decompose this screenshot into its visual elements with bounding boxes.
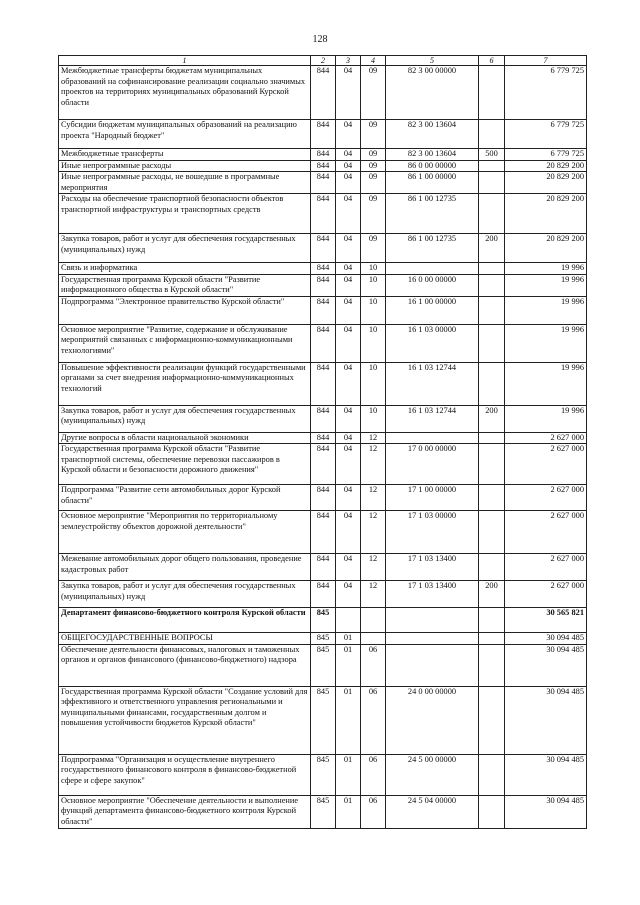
row-subsection-cell: 10 — [361, 274, 386, 296]
row-target-article-cell: 24 5 00 00000 — [386, 754, 479, 795]
row-amount-cell: 19 996 — [505, 274, 587, 296]
row-subsection-cell: 06 — [361, 754, 386, 795]
row-expense-type-cell — [479, 296, 505, 324]
table-row — [59, 234, 587, 263]
row-ministry-cell: 844 — [311, 149, 336, 161]
row-section-cell: 04 — [336, 160, 361, 172]
table-row — [59, 432, 587, 444]
row-subsection-cell: 09 — [361, 149, 386, 161]
table-row — [59, 581, 587, 608]
row-amount-cell: 6 779 725 — [505, 149, 587, 161]
row-section-cell: 04 — [336, 296, 361, 324]
table-row — [59, 795, 587, 828]
table-row — [59, 296, 587, 324]
row-amount-cell: 19 996 — [505, 324, 587, 362]
row-amount-cell: 2 627 000 — [505, 444, 587, 485]
row-ministry-cell: 845 — [311, 608, 336, 633]
row-name-cell: Другие вопросы в области национальной экономики — [59, 432, 311, 444]
row-name-cell: Межевание автомобильных дорог общего пользования, проведение кадастровых работ — [59, 554, 311, 581]
row-ministry-cell: 845 — [311, 686, 336, 754]
row-target-article-cell: 17 1 03 13400 — [386, 581, 479, 608]
row-amount-cell: 20 829 200 — [505, 234, 587, 263]
row-expense-type-cell: 200 — [479, 581, 505, 608]
table-body — [59, 66, 587, 829]
table-row — [59, 554, 587, 581]
row-ministry-cell: 844 — [311, 554, 336, 581]
row-expense-type-cell: 500 — [479, 149, 505, 161]
row-expense-type-cell — [479, 633, 505, 645]
row-expense-type-cell: 200 — [479, 234, 505, 263]
row-subsection-cell: 10 — [361, 263, 386, 275]
row-name-cell: Государственная программа Курской области "Создание условий для эффективного и ответственного управления региональными и муниципальными финансами, государственным долгом и повышения устойчивости бюджетов Курской области" — [59, 686, 311, 754]
row-section-cell: 04 — [336, 120, 361, 149]
row-ministry-cell: 845 — [311, 644, 336, 686]
table-row — [59, 66, 587, 120]
row-name-cell: Основное мероприятие "Развитие, содержание и обслуживание мероприятий связанных с информационно-коммуникационными технологиями" — [59, 324, 311, 362]
row-subsection-cell: 09 — [361, 172, 386, 194]
row-section-cell: 04 — [336, 324, 361, 362]
row-target-article-cell — [386, 608, 479, 633]
row-name-cell: Иные непрограммные расходы — [59, 160, 311, 172]
row-amount-cell: 30 094 485 — [505, 754, 587, 795]
row-subsection-cell: 12 — [361, 444, 386, 485]
row-section-cell: 04 — [336, 485, 361, 511]
row-target-article-cell: 16 1 03 12744 — [386, 362, 479, 405]
row-expense-type-cell — [479, 485, 505, 511]
row-ministry-cell: 844 — [311, 444, 336, 485]
table-row — [59, 511, 587, 554]
row-subsection-cell: 09 — [361, 234, 386, 263]
row-expense-type-cell — [479, 444, 505, 485]
row-amount-cell: 6 779 725 — [505, 120, 587, 149]
row-name-cell: Субсидии бюджетам муниципальных образований на реализацию проекта "Народный бюджет" — [59, 120, 311, 149]
row-section-cell: 01 — [336, 644, 361, 686]
row-amount-cell: 19 996 — [505, 263, 587, 275]
table-row — [59, 194, 587, 234]
row-target-article-cell: 16 0 00 00000 — [386, 274, 479, 296]
table-row — [59, 444, 587, 485]
row-subsection-cell: 06 — [361, 644, 386, 686]
row-name-cell: Подпрограмма "Развитие сети автомобильных дорог Курской области" — [59, 485, 311, 511]
row-amount-cell: 19 996 — [505, 362, 587, 405]
header-col-2: 2 — [311, 56, 336, 66]
row-target-article-cell: 86 1 00 00000 — [386, 172, 479, 194]
row-section-cell: 01 — [336, 686, 361, 754]
row-name-cell: Закупка товаров, работ и услуг для обеспечения государственных (муниципальных) нужд — [59, 234, 311, 263]
row-section-cell: 01 — [336, 633, 361, 645]
row-target-article-cell: 16 1 00 00000 — [386, 296, 479, 324]
row-name-cell: Основное мероприятие "Мероприятия по территориальному землеустройству объектов дорожной деятельности" — [59, 511, 311, 554]
row-ministry-cell: 844 — [311, 263, 336, 275]
page-number: 128 — [312, 34, 328, 45]
row-amount-cell: 20 829 200 — [505, 160, 587, 172]
row-ministry-cell: 844 — [311, 324, 336, 362]
row-expense-type-cell — [479, 644, 505, 686]
row-name-cell: Расходы на обеспечение транспортной безопасности объектов транспортной инфраструктуры и транспортных средств — [59, 194, 311, 234]
row-amount-cell: 30 094 485 — [505, 644, 587, 686]
row-ministry-cell: 844 — [311, 511, 336, 554]
row-subsection-cell: 06 — [361, 795, 386, 828]
row-expense-type-cell — [479, 324, 505, 362]
row-ministry-cell: 845 — [311, 754, 336, 795]
row-ministry-cell: 844 — [311, 172, 336, 194]
row-amount-cell: 2 627 000 — [505, 432, 587, 444]
table-row — [59, 324, 587, 362]
row-amount-cell: 6 779 725 — [505, 66, 587, 120]
row-target-article-cell — [386, 644, 479, 686]
row-target-article-cell: 17 1 03 00000 — [386, 511, 479, 554]
row-subsection-cell: 10 — [361, 405, 386, 432]
row-amount-cell: 2 627 000 — [505, 581, 587, 608]
row-expense-type-cell — [479, 362, 505, 405]
row-name-cell: Закупка товаров, работ и услуг для обеспечения государственных (муниципальных) нужд — [59, 405, 311, 432]
row-expense-type-cell — [479, 160, 505, 172]
table-row — [59, 160, 587, 172]
row-target-article-cell: 17 1 03 13400 — [386, 554, 479, 581]
row-amount-cell: 2 627 000 — [505, 511, 587, 554]
row-expense-type-cell — [479, 686, 505, 754]
row-subsection-cell: 09 — [361, 120, 386, 149]
row-expense-type-cell — [479, 263, 505, 275]
row-section-cell: 04 — [336, 234, 361, 263]
row-section-cell: 04 — [336, 405, 361, 432]
row-ministry-cell: 844 — [311, 274, 336, 296]
row-subsection-cell: 09 — [361, 66, 386, 120]
row-subsection-cell: 10 — [361, 362, 386, 405]
header-row — [59, 56, 587, 66]
row-expense-type-cell — [479, 274, 505, 296]
table-row — [59, 120, 587, 149]
row-name-cell: Обеспечение деятельности финансовых, налоговых и таможенных органов и органов финансового (финансово-бюджетного) надзора — [59, 644, 311, 686]
row-ministry-cell: 844 — [311, 120, 336, 149]
row-amount-cell: 30 094 485 — [505, 633, 587, 645]
table-row — [59, 485, 587, 511]
row-ministry-cell: 844 — [311, 362, 336, 405]
table-row — [59, 754, 587, 795]
row-expense-type-cell — [479, 554, 505, 581]
row-expense-type-cell — [479, 172, 505, 194]
row-section-cell: 04 — [336, 194, 361, 234]
row-section-cell: 04 — [336, 581, 361, 608]
row-name-cell: Основное мероприятие "Обеспечение деятельности и выполнение функций департамента финансово-бюджетного контроля Курской области" — [59, 795, 311, 828]
row-ministry-cell: 844 — [311, 296, 336, 324]
row-expense-type-cell — [479, 511, 505, 554]
row-ministry-cell: 844 — [311, 234, 336, 263]
header-col-7: 7 — [505, 56, 587, 66]
header-col-6: 6 — [479, 56, 505, 66]
table-row — [59, 172, 587, 194]
row-expense-type-cell — [479, 795, 505, 828]
row-expense-type-cell — [479, 432, 505, 444]
row-subsection-cell: 12 — [361, 554, 386, 581]
row-name-cell: Государственная программа Курской области "Развитие информационного общества в Курской области" — [59, 274, 311, 296]
row-section-cell: 04 — [336, 511, 361, 554]
table-row — [59, 405, 587, 432]
row-subsection-cell — [361, 633, 386, 645]
row-section-cell: 04 — [336, 444, 361, 485]
row-ministry-cell: 844 — [311, 160, 336, 172]
table-row — [59, 149, 587, 161]
row-expense-type-cell — [479, 608, 505, 633]
row-target-article-cell: 82 3 00 13604 — [386, 120, 479, 149]
table-row — [59, 274, 587, 296]
row-amount-cell: 30 094 485 — [505, 686, 587, 754]
row-target-article-cell: 82 3 00 13604 — [386, 149, 479, 161]
header-col-3: 3 — [336, 56, 361, 66]
row-name-cell: Закупка товаров, работ и услуг для обеспечения государственных (муниципальных) нужд — [59, 581, 311, 608]
table-row — [59, 644, 587, 686]
row-target-article-cell: 86 1 00 12735 — [386, 234, 479, 263]
row-amount-cell: 20 829 200 — [505, 172, 587, 194]
row-ministry-cell: 845 — [311, 633, 336, 645]
row-amount-cell: 30 094 485 — [505, 795, 587, 828]
row-ministry-cell: 844 — [311, 194, 336, 234]
row-amount-cell: 2 627 000 — [505, 554, 587, 581]
row-name-cell: Департамент финансово-бюджетного контроля Курской области — [59, 608, 311, 633]
row-ministry-cell: 844 — [311, 485, 336, 511]
row-ministry-cell: 844 — [311, 581, 336, 608]
row-ministry-cell: 845 — [311, 795, 336, 828]
row-section-cell: 01 — [336, 754, 361, 795]
row-subsection-cell: 09 — [361, 160, 386, 172]
budget-table — [58, 55, 587, 829]
row-name-cell: Подпрограмма "Электронное правительство Курской области" — [59, 296, 311, 324]
header-col-1: 1 — [59, 56, 311, 66]
row-target-article-cell — [386, 633, 479, 645]
row-target-article-cell: 82 3 00 00000 — [386, 66, 479, 120]
table-row — [59, 362, 587, 405]
row-amount-cell: 19 996 — [505, 296, 587, 324]
row-section-cell — [336, 608, 361, 633]
row-amount-cell: 20 829 200 — [505, 194, 587, 234]
row-target-article-cell — [386, 432, 479, 444]
row-subsection-cell: 10 — [361, 324, 386, 362]
row-expense-type-cell — [479, 754, 505, 795]
row-target-article-cell: 17 1 00 00000 — [386, 485, 479, 511]
row-name-cell: Межбюджетные трансферты бюджетам муниципальных образований на софинансирование реализации социально значимых проектов на территориях муниципальных образований Курской области — [59, 66, 311, 120]
row-ministry-cell: 844 — [311, 405, 336, 432]
table-row — [59, 608, 587, 633]
row-name-cell: Повышение эффективности реализации функций государственными органами за счет внедрения информационно-коммуникационных технологий — [59, 362, 311, 405]
row-expense-type-cell: 200 — [479, 405, 505, 432]
row-target-article-cell: 16 1 03 12744 — [386, 405, 479, 432]
row-section-cell: 04 — [336, 66, 361, 120]
row-section-cell: 04 — [336, 172, 361, 194]
table-row — [59, 633, 587, 645]
row-subsection-cell: 09 — [361, 194, 386, 234]
row-ministry-cell: 844 — [311, 432, 336, 444]
row-target-article-cell: 24 0 00 00000 — [386, 686, 479, 754]
row-subsection-cell: 12 — [361, 432, 386, 444]
row-target-article-cell: 16 1 03 00000 — [386, 324, 479, 362]
row-target-article-cell — [386, 263, 479, 275]
row-name-cell: Иные непрограммные расходы, не вошедшие в программные мероприятия — [59, 172, 311, 194]
row-amount-cell: 30 565 821 — [505, 608, 587, 633]
row-subsection-cell: 12 — [361, 581, 386, 608]
table-row — [59, 263, 587, 275]
row-section-cell: 04 — [336, 149, 361, 161]
row-name-cell: Межбюджетные трансферты — [59, 149, 311, 161]
header-col-4: 4 — [361, 56, 386, 66]
table-row — [59, 686, 587, 754]
header-col-5: 5 — [386, 56, 479, 66]
row-section-cell: 04 — [336, 263, 361, 275]
row-section-cell: 04 — [336, 554, 361, 581]
row-section-cell: 01 — [336, 795, 361, 828]
row-target-article-cell: 17 0 00 00000 — [386, 444, 479, 485]
row-name-cell: ОБЩЕГОСУДАРСТВЕННЫЕ ВОПРОСЫ — [59, 633, 311, 645]
row-section-cell: 04 — [336, 362, 361, 405]
row-subsection-cell: 10 — [361, 296, 386, 324]
row-target-article-cell: 86 0 00 00000 — [386, 160, 479, 172]
row-subsection-cell: 06 — [361, 686, 386, 754]
row-subsection-cell: 12 — [361, 485, 386, 511]
row-expense-type-cell — [479, 194, 505, 234]
row-target-article-cell: 24 5 04 00000 — [386, 795, 479, 828]
row-ministry-cell: 844 — [311, 66, 336, 120]
row-amount-cell: 2 627 000 — [505, 485, 587, 511]
row-expense-type-cell — [479, 120, 505, 149]
row-subsection-cell — [361, 608, 386, 633]
row-section-cell: 04 — [336, 274, 361, 296]
row-section-cell: 04 — [336, 432, 361, 444]
row-expense-type-cell — [479, 66, 505, 120]
row-name-cell: Государственная программа Курской области "Развитие транспортной системы, обеспечение перевозки пассажиров в Курской области и безопасности дорожного движения" — [59, 444, 311, 485]
row-name-cell: Связь и информатика — [59, 263, 311, 275]
row-name-cell: Подпрограмма "Организация и осуществление внутреннего государственного финансового контроля в финансово-бюджетной сфере и сфере закупок" — [59, 754, 311, 795]
row-target-article-cell: 86 1 00 12735 — [386, 194, 479, 234]
row-subsection-cell: 12 — [361, 511, 386, 554]
row-amount-cell: 19 996 — [505, 405, 587, 432]
